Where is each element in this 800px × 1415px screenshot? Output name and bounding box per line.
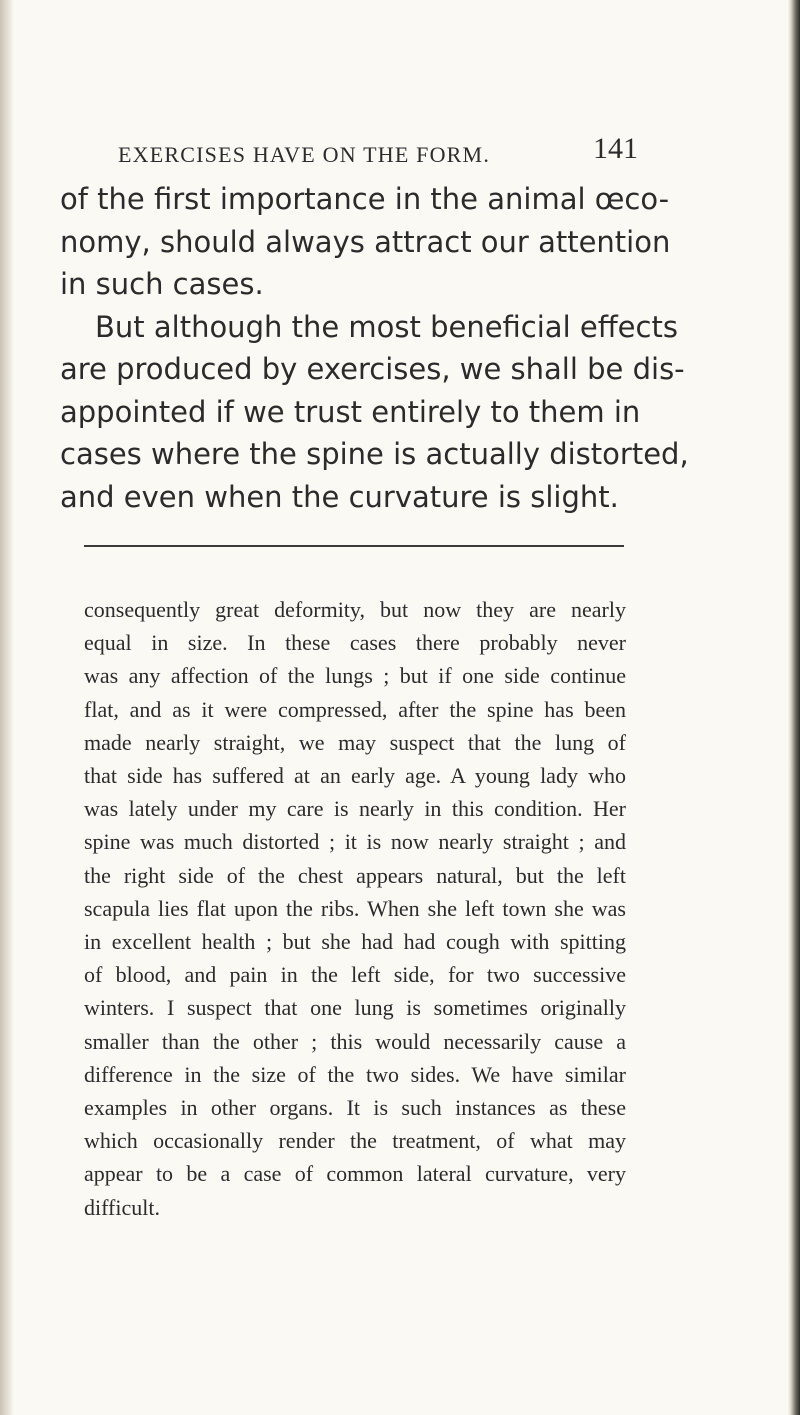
text-line: and even when the curvature is slight. xyxy=(60,479,619,514)
text-line: cases where the spine is actually distorted, xyxy=(60,437,689,471)
page-right-edge xyxy=(788,0,800,1415)
footnote-divider xyxy=(84,545,624,547)
footnote-line: equal in size. In these cases there probably never xyxy=(84,630,626,656)
footnote-line: difficult. xyxy=(84,1194,160,1220)
footnote xyxy=(84,593,626,1224)
text-line: are produced by exercises, we shall be dis- xyxy=(60,352,685,386)
footnote-line: which occasionally render the treatment, of what may xyxy=(84,1128,626,1154)
text-line: nomy, should always attract our attention xyxy=(60,224,671,259)
main-text xyxy=(60,178,689,518)
footnote-line: appear to be a case of common lateral curvature, very xyxy=(84,1161,626,1187)
footnote-line: scapula lies flat upon the ribs. When she left town she was xyxy=(84,895,626,921)
paragraph-2 xyxy=(60,306,689,519)
footnote-line: that side has suffered at an early age. A young lady who xyxy=(84,763,626,789)
footnote-line: of blood, and pain in the left side, for two successive xyxy=(84,962,626,988)
footnote-line: winters. I suspect that one lung is sometimes originally xyxy=(84,995,626,1021)
text-line: of the first importance in the animal œco- xyxy=(60,182,670,216)
text-line: appointed if we trust entirely to them in xyxy=(60,394,641,429)
running-title: EXERCISES HAVE ON THE FORM. xyxy=(118,142,491,167)
footnote-line: examples in other organs. It is such instances as these xyxy=(84,1095,626,1121)
paragraph-1 xyxy=(60,178,671,306)
text-line: But although the most beneficial effects xyxy=(95,309,678,344)
page-number: 141 xyxy=(593,132,638,165)
footnote-line: the right side of the chest appears natural, but the left xyxy=(84,862,626,888)
footnote-line: difference in the size of the two sides. We have similar xyxy=(84,1061,626,1087)
footnote-line: consequently great deformity, but now they are nearly xyxy=(84,597,626,622)
footnote-line: made nearly straight, we may suspect that the lung of xyxy=(84,729,626,755)
footnote-line: was lately under my care is nearly in this condition. Her xyxy=(84,796,626,822)
footnote-line: in excellent health ; but she had had cough with spitting xyxy=(84,929,626,955)
page-left-edge xyxy=(0,0,14,1415)
footnote-line: smaller than the other ; this would necessarily cause a xyxy=(84,1028,626,1054)
running-head xyxy=(118,132,638,176)
footnote-line: flat, and as it were compressed, after the spine has been xyxy=(84,696,626,722)
footnote-line: was any affection of the lungs ; but if one side continue xyxy=(84,663,626,689)
footnote-line: spine was much distorted ; it is now nearly straight ; and xyxy=(84,829,626,855)
text-line: in such cases. xyxy=(60,267,264,301)
